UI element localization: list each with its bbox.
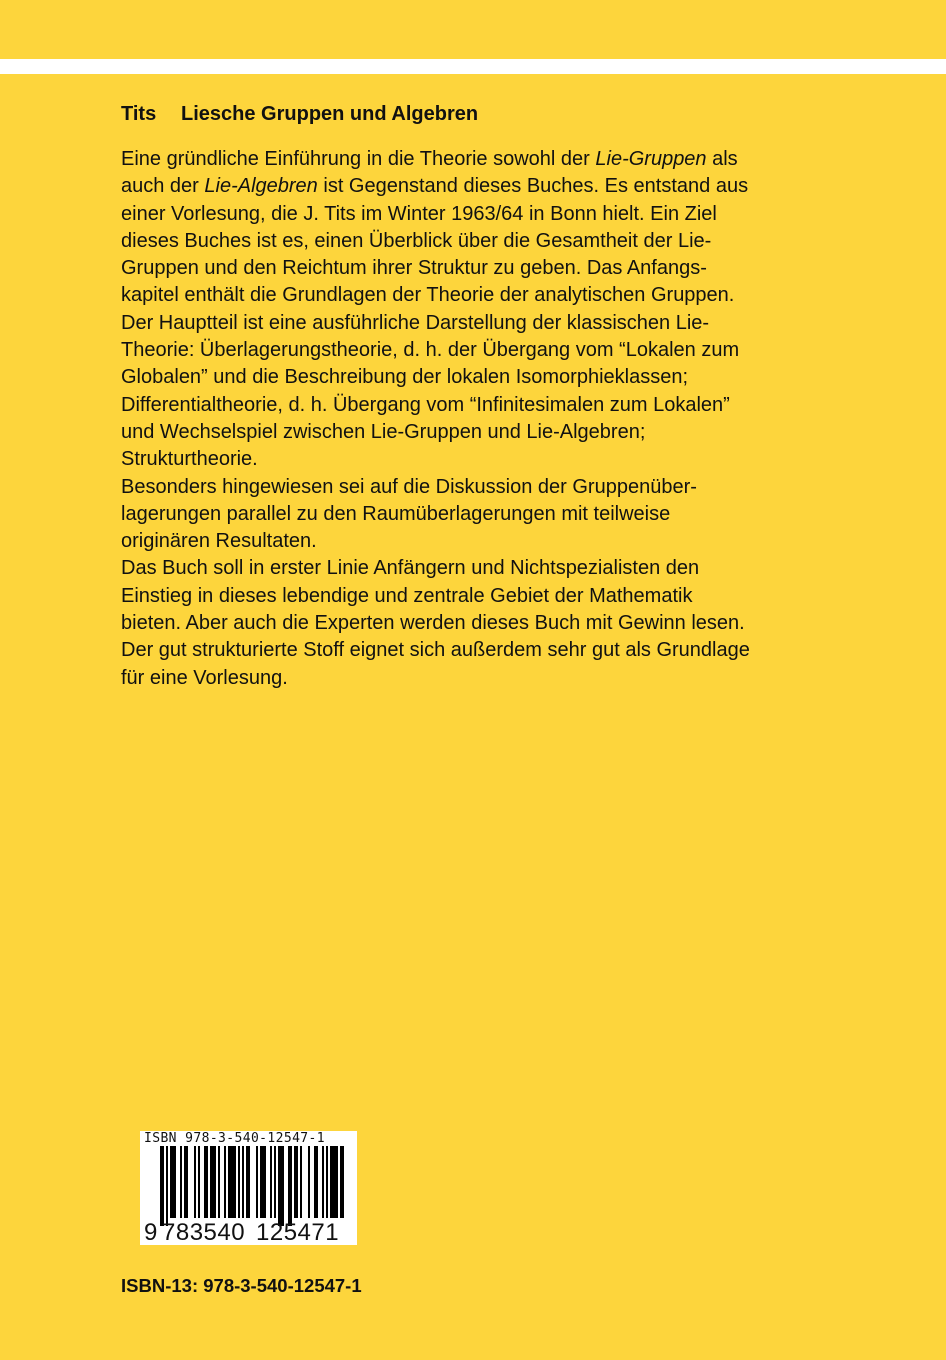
blurb-text-segment: Eine gründliche Einführung in die Theorie sowohl der xyxy=(121,148,596,170)
barcode-bar xyxy=(340,1146,344,1218)
blurb-line: Gruppen und den Reichtum ihrer Struktur zu geben. Das Anfangs- xyxy=(121,257,707,280)
barcode-bar xyxy=(238,1146,240,1218)
isbn-13-label: ISBN-13: 978-3-540-12547-1 xyxy=(121,1275,362,1296)
barcode-digit-group-right: 125471 xyxy=(256,1219,340,1246)
barcode-digits xyxy=(144,1219,339,1247)
blurb-line: originären Resultaten. xyxy=(121,530,317,553)
blurb-line: Der gut strukturierte Stoff eignet sich außerdem sehr gut als Grundlage xyxy=(121,639,750,662)
blurb-line: für eine Vorlesung. xyxy=(121,666,288,689)
barcode-bar xyxy=(326,1146,328,1218)
barcode-bar xyxy=(180,1146,182,1218)
blurb-text-segment: als xyxy=(706,148,738,170)
barcode-bar xyxy=(246,1146,250,1218)
blurb-line: dieses Buches ist es, einen Überblick über die Gesamtheit der Lie- xyxy=(121,229,712,252)
barcode-bar xyxy=(160,1146,164,1226)
blurb-text-segment: ist Gegenstand dieses Buches. Es entstand aus xyxy=(317,175,749,198)
barcode-bar xyxy=(300,1146,302,1218)
blurb-line: kapitel enthält die Grundlagen der Theorie der analytischen Gruppen. xyxy=(121,284,735,307)
barcode-bar xyxy=(314,1146,318,1218)
barcode-bar xyxy=(228,1146,236,1218)
barcode-bar xyxy=(260,1146,266,1218)
blurb-line: Der Hauptteil ist eine ausführliche Darstellung der klassischen Lie- xyxy=(121,311,710,334)
barcode-bar xyxy=(218,1146,220,1218)
barcode-bar xyxy=(194,1146,196,1218)
blurb-line: Differentialtheorie, d. h. Übergang vom “Infinitesimalen zum Lokalen” xyxy=(121,393,730,416)
barcode-bar xyxy=(198,1146,200,1218)
blurb-line: bieten. Aber auch die Experten werden dieses Buch mit Gewinn lesen. xyxy=(121,612,745,635)
blurb-line: Einstieg in dieses lebendige und zentrale Gebiet der Mathematik xyxy=(121,584,693,607)
barcode-bar xyxy=(278,1146,284,1226)
blurb-line: lagerungen parallel zu den Raumüberlagerungen mit teilweise xyxy=(121,502,671,525)
barcode-bar xyxy=(308,1146,310,1218)
barcode-bar xyxy=(204,1146,208,1218)
isbn-barcode xyxy=(140,1131,357,1245)
barcode-bar xyxy=(322,1146,324,1218)
barcode-bar xyxy=(224,1146,226,1218)
blurb-text-segment: auch der xyxy=(121,175,205,198)
blurb-text xyxy=(121,146,821,692)
blurb-line xyxy=(121,173,821,200)
blurb-line: Das Buch soll in erster Linie Anfängern und Nichtspezialisten den xyxy=(121,557,700,580)
author-name: Tits xyxy=(121,103,157,125)
blurb-emphasis: Lie-Algebren xyxy=(204,175,318,198)
blurb-line: Strukturtheorie. xyxy=(121,448,258,471)
blurb-line: Theorie: Überlagerungstheorie, d. h. der Übergang vom “Lokalen zum xyxy=(121,339,740,362)
blurb-line: Globalen” und die Beschreibung der lokalen Isomorphieklassen; xyxy=(121,366,689,389)
book-heading xyxy=(121,103,478,126)
barcode-digit-group-left: 783540 xyxy=(162,1219,246,1246)
barcode-bar xyxy=(274,1146,276,1218)
top-white-stripe xyxy=(0,59,946,74)
blurb-line: und Wechselspiel zwischen Lie-Gruppen und Lie-Algebren; xyxy=(121,420,646,443)
barcode-bar xyxy=(184,1146,188,1218)
barcode-bar xyxy=(166,1146,168,1226)
barcode-bar xyxy=(242,1146,244,1218)
blurb-line xyxy=(121,146,821,173)
barcode-bars-graphic xyxy=(160,1146,350,1226)
barcode-lead-digit: 9 xyxy=(144,1219,158,1246)
barcode-isbn-text: ISBN 978-3-540-12547-1 xyxy=(144,1131,325,1146)
book-title: Liesche Gruppen und Algebren xyxy=(181,103,479,125)
barcode-bar xyxy=(170,1146,176,1218)
barcode-bar xyxy=(270,1146,272,1218)
barcode-bar xyxy=(256,1146,258,1218)
blurb-line: Besonders hingewiesen sei auf die Diskussion der Gruppenüber- xyxy=(121,475,697,498)
barcode-bar xyxy=(288,1146,292,1226)
barcode-bar xyxy=(330,1146,338,1218)
blurb-emphasis: Lie-Gruppen xyxy=(595,148,707,170)
barcode-bar xyxy=(210,1146,216,1218)
blurb-line: einer Vorlesung, die J. Tits im Winter 1963/64 in Bonn hielt. Ein Ziel xyxy=(121,202,717,225)
barcode-bar xyxy=(294,1146,298,1218)
